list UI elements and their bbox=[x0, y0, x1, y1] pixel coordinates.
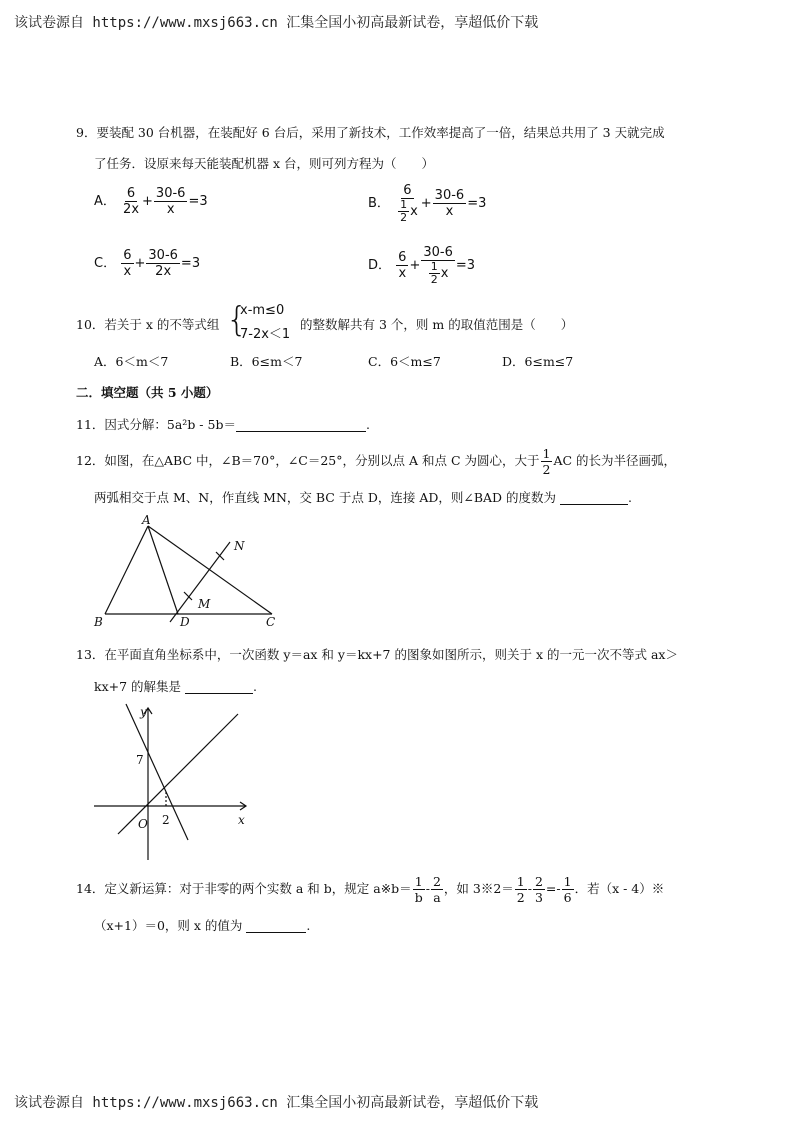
label-c: C bbox=[266, 615, 276, 629]
fraction: $\frac{1}{b}$ bbox=[414, 874, 423, 905]
tick-2: 2 bbox=[162, 813, 170, 827]
q13-line2: kx+7 的解集是 . bbox=[94, 679, 257, 694]
label-n: N bbox=[234, 539, 245, 553]
q10-option-c[interactable]: C．6＜m≤7 bbox=[368, 354, 441, 369]
coordinate-figure bbox=[88, 700, 258, 865]
tick-7: 7 bbox=[136, 753, 144, 767]
label-d: D bbox=[180, 615, 190, 629]
fraction: $\frac{30-6}{2x}$ bbox=[148, 248, 178, 279]
fraction: $\frac{2}{a}$ bbox=[432, 874, 441, 905]
axis-label-y: y bbox=[140, 705, 147, 719]
bottom-banner: 该试卷源自 https://www.mxsj663.cn 汇集全国小初高最新试卷，享超低价下载 bbox=[14, 1095, 539, 1111]
q10-post: 的整数解共有 3 个，则 m 的取值范围是（ ） bbox=[300, 317, 574, 332]
label-b: B bbox=[94, 615, 103, 629]
q10-pre: 10．若关于 x 的不等式组 bbox=[76, 317, 220, 332]
side-ab bbox=[105, 526, 148, 614]
q14-line1: 14．定义新运算：对于非零的两个实数 a 和 b，规定 a※b＝ $\frac{1}{b}$ - $\frac{2}{a}$ ，如 3※2＝ $\frac{1}{2}$ - $\frac{2}{3}$ =- $\frac{1}{6}$ ．若（x - 4）※ bbox=[76, 874, 665, 905]
line-y-ax bbox=[118, 714, 238, 834]
axis-label-x: x bbox=[238, 813, 245, 827]
origin-label: O bbox=[138, 817, 148, 831]
q12-line1: 12．如图，在△ABC 中，∠B＝70°，∠C＝25°，分别以点 A 和点 C 为圆心，大于 $\frac{1}{2}$ AC 的长为半径画弧， bbox=[76, 446, 677, 477]
fraction: $\frac{1}{2}$ bbox=[542, 446, 551, 477]
label-m: M bbox=[198, 597, 211, 611]
q10-option-b[interactable]: B．6≤m＜7 bbox=[230, 354, 303, 369]
q10-ineq2: 7-2x＜1 bbox=[240, 327, 291, 342]
line-y-kx7 bbox=[126, 704, 188, 840]
fraction: $\frac{2}{3}$ bbox=[534, 874, 543, 905]
fraction: $\frac{6}{x}$ bbox=[398, 250, 407, 281]
segment-ad bbox=[148, 526, 178, 614]
fraction: $\frac{1}{2}$ bbox=[516, 874, 525, 905]
fraction: $\frac{30-6}{x}$ bbox=[434, 188, 465, 219]
q9-option-a[interactable]: A． $\frac{6}{2x}$ + $\frac{30-6}{x}$ =3 bbox=[94, 186, 208, 217]
q14-line2: （x+1）＝0，则 x 的值为 . bbox=[94, 918, 311, 933]
fraction: $\frac{30-6}{x}$ bbox=[155, 186, 186, 217]
q10-ineq1: x-m≤0 bbox=[240, 303, 285, 318]
fraction: $\frac{6}{2x}$ bbox=[123, 186, 140, 217]
fraction: $\frac{1}{6}$ bbox=[563, 874, 572, 905]
q9-line2: 了任务．设原来每天能装配机器 x 台，则可列方程为（ ） bbox=[94, 156, 434, 171]
top-banner: 该试卷源自 https://www.mxsj663.cn 汇集全国小初高最新试卷，享超低价下载 bbox=[14, 15, 539, 31]
q9-option-d[interactable]: D． $\frac{6}{x}$ + 30-6 $\frac{1}{2}$ x =3 bbox=[368, 245, 476, 286]
q9-line1: 9．要装配 30 台机器，在装配好 6 台后，采用了新技术，工作效率提高了一倍，结果总共用了 3 天就完成 bbox=[76, 125, 665, 140]
fraction: 6 $\frac{1}{2}$ x bbox=[400, 183, 418, 224]
q13-line1: 13．在平面直角坐标系中，一次函数 y＝ax 和 y＝kx+7 的图象如图所示，则关于 x 的一元一次不等式 ax＞ bbox=[76, 647, 678, 662]
q9-option-b[interactable]: B． 6 $\frac{1}{2}$ x + $\frac{30-6}{x}$ =3 bbox=[368, 183, 487, 224]
answer-blank[interactable] bbox=[246, 918, 306, 933]
q11: 11．因式分解：5a²b - 5b＝ . bbox=[76, 417, 370, 432]
answer-blank[interactable] bbox=[560, 490, 628, 505]
q10-option-a[interactable]: A．6＜m＜7 bbox=[94, 354, 169, 369]
triangle-figure bbox=[88, 512, 288, 632]
answer-blank[interactable] bbox=[236, 417, 366, 432]
answer-blank[interactable] bbox=[185, 679, 253, 694]
q12-line2: 两弧相交于点 M、N，作直线 MN，交 BC 于点 D，连接 AD，则∠BAD 的度数为 . bbox=[94, 490, 633, 505]
q10-option-d[interactable]: D．6≤m≤7 bbox=[502, 354, 574, 369]
fraction: $\frac{6}{x}$ bbox=[123, 248, 132, 279]
label-a: A bbox=[142, 513, 151, 527]
q9-option-c[interactable]: C． $\frac{6}{x}$ + $\frac{30-6}{2x}$ =3 bbox=[94, 248, 201, 279]
section-heading: 二．填空题（共 5 小题） bbox=[76, 385, 219, 400]
fraction: 30-6 $\frac{1}{2}$ x bbox=[423, 245, 453, 286]
brace-symbol: { bbox=[226, 300, 248, 340]
